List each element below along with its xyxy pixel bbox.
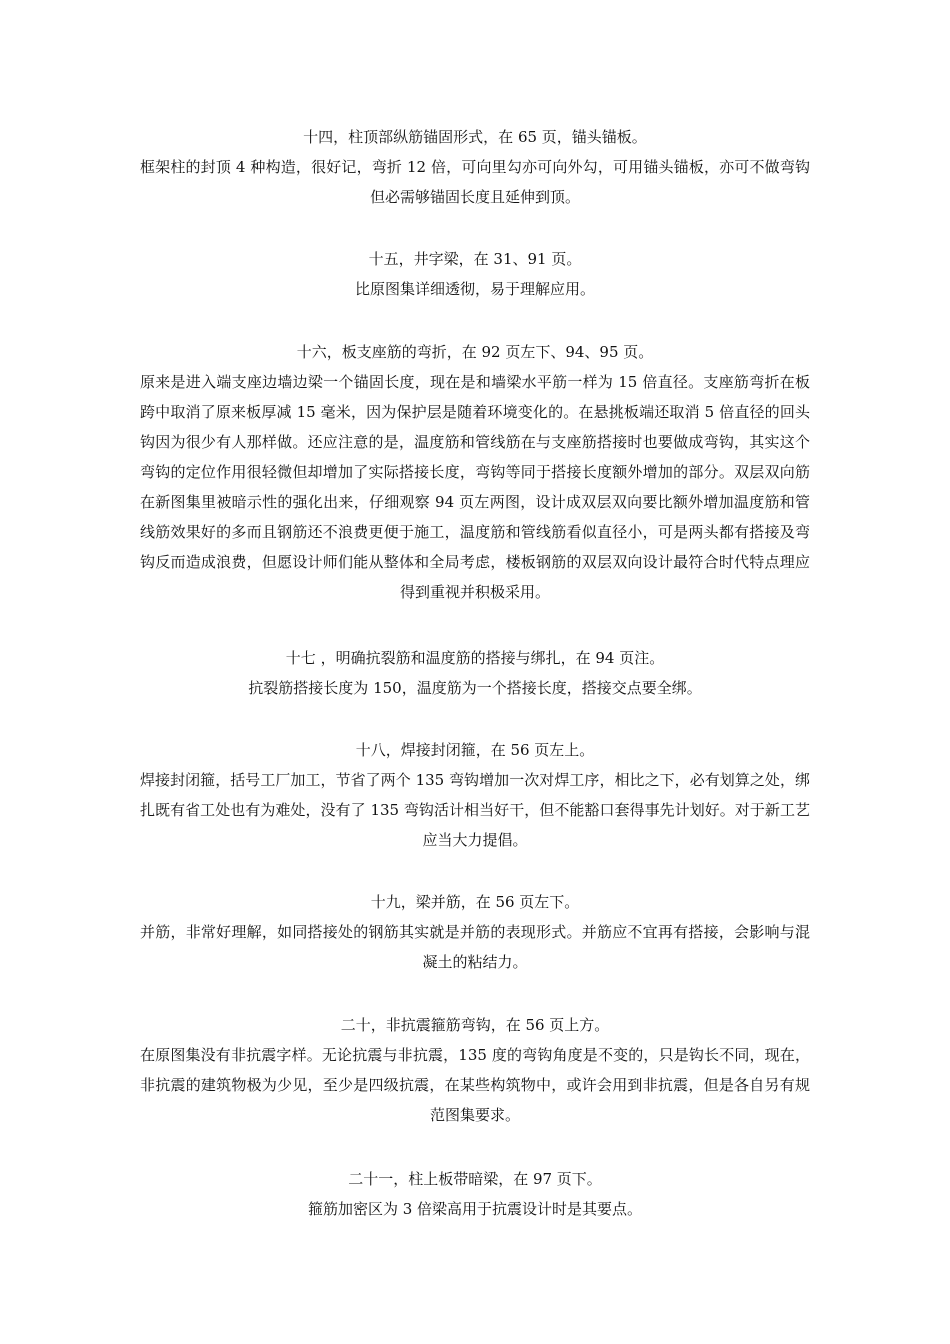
section-14	[140, 122, 810, 212]
section-body: 箍筋加密区为 3 倍梁高用于抗震设计时是其要点。	[307, 1200, 643, 1218]
section-body: 抗裂筋搭接长度为 150，温度筋为一个搭接长度，搭接交点要全绑。	[248, 679, 702, 697]
section-19	[140, 887, 810, 977]
section-heading: 二十，非抗震箍筋弯钩，在 56 页上方。	[340, 1016, 610, 1034]
section-body: 在原图集没有非抗震字样。无论抗震与非抗震，135 度的弯钩角度是不变的，只是钩长不同，现在，非抗震的建筑物极为少见，至少是四级抗震，在某些构筑物中，或许会用到非抗震，但是各自另有规范图集要求。	[140, 1046, 810, 1124]
section-17	[140, 643, 810, 703]
section-body: 比原图集详细透彻，易于理解应用。	[354, 280, 595, 298]
section-heading: 二十一，柱上板带暗梁，在 97 页下。	[348, 1170, 602, 1188]
section-heading: 十六，板支座筋的弯折，在 92 页左下、94、95 页。	[296, 343, 654, 361]
section-16	[140, 337, 810, 607]
section-15	[140, 244, 810, 304]
section-18	[140, 735, 810, 855]
section-21	[140, 1164, 810, 1224]
section-20	[140, 1010, 810, 1130]
section-heading: 十七 ，明确抗裂筋和温度筋的搭接与绑扎，在 94 页注。	[285, 649, 665, 667]
section-body: 并筋，非常好理解，如同搭接处的钢筋其实就是并筋的表现形式。并筋应不宜再有搭接，会影响与混凝土的粘结力。	[140, 923, 810, 971]
section-heading: 十五，井字梁，在 31、91 页。	[368, 250, 582, 268]
section-heading: 十九，梁并筋，在 56 页左下。	[370, 893, 580, 911]
section-body: 框架柱的封顶 4 种构造，很好记，弯折 12 倍，可向里勾亦可向外勾，可用锚头锚板，亦可不做弯钩但必需够锚固长度且延伸到顶。	[140, 158, 810, 206]
section-heading: 十八，焊接封闭箍，在 56 页左上。	[355, 741, 595, 759]
section-body: 焊接封闭箍，括号工厂加工，节省了两个 135 弯钩增加一次对焊工序，相比之下，必有划算之处，绑扎既有省工处也有为难处，没有了 135 弯钩活计相当好干，但不能豁口套得事先计划好。对于新工艺应当大力提倡。	[140, 771, 810, 849]
section-heading: 十四，柱顶部纵筋锚固形式，在 65 页，锚头锚板。	[303, 128, 647, 146]
section-body: 原来是进入端支座边墙边梁一个锚固长度，现在是和墙梁水平筋一样为 15 倍直径。支座筋弯折在板跨中取消了原来板厚减 15 毫米，因为保护层是随着环境变化的。在悬挑板端还取消 5 倍直径的回头钩因为很少有人那样做。还应注意的是，温度筋和管线筋在与支座筋搭接时也要做成弯钩，其实这个弯钩的定位作用很轻微但却增加了实际搭接长度，弯钩等同于搭接长度额外增加的部分。双层双向筋在新图集里被暗示性的强化出来，仔细观察 94 页左两图，设计成双层双向要比额外增加温度筋和管线筋效果好的多而且钢筋还不浪费更便于施工，温度筋和管线筋看似直径小，可是两头都有搭接及弯钩反而造成浪费，但愿设计师们能从整体和全局考虑，楼板钢筋的双层双向设计最符合时代特点理应得到重视并积极采用。	[140, 373, 810, 601]
